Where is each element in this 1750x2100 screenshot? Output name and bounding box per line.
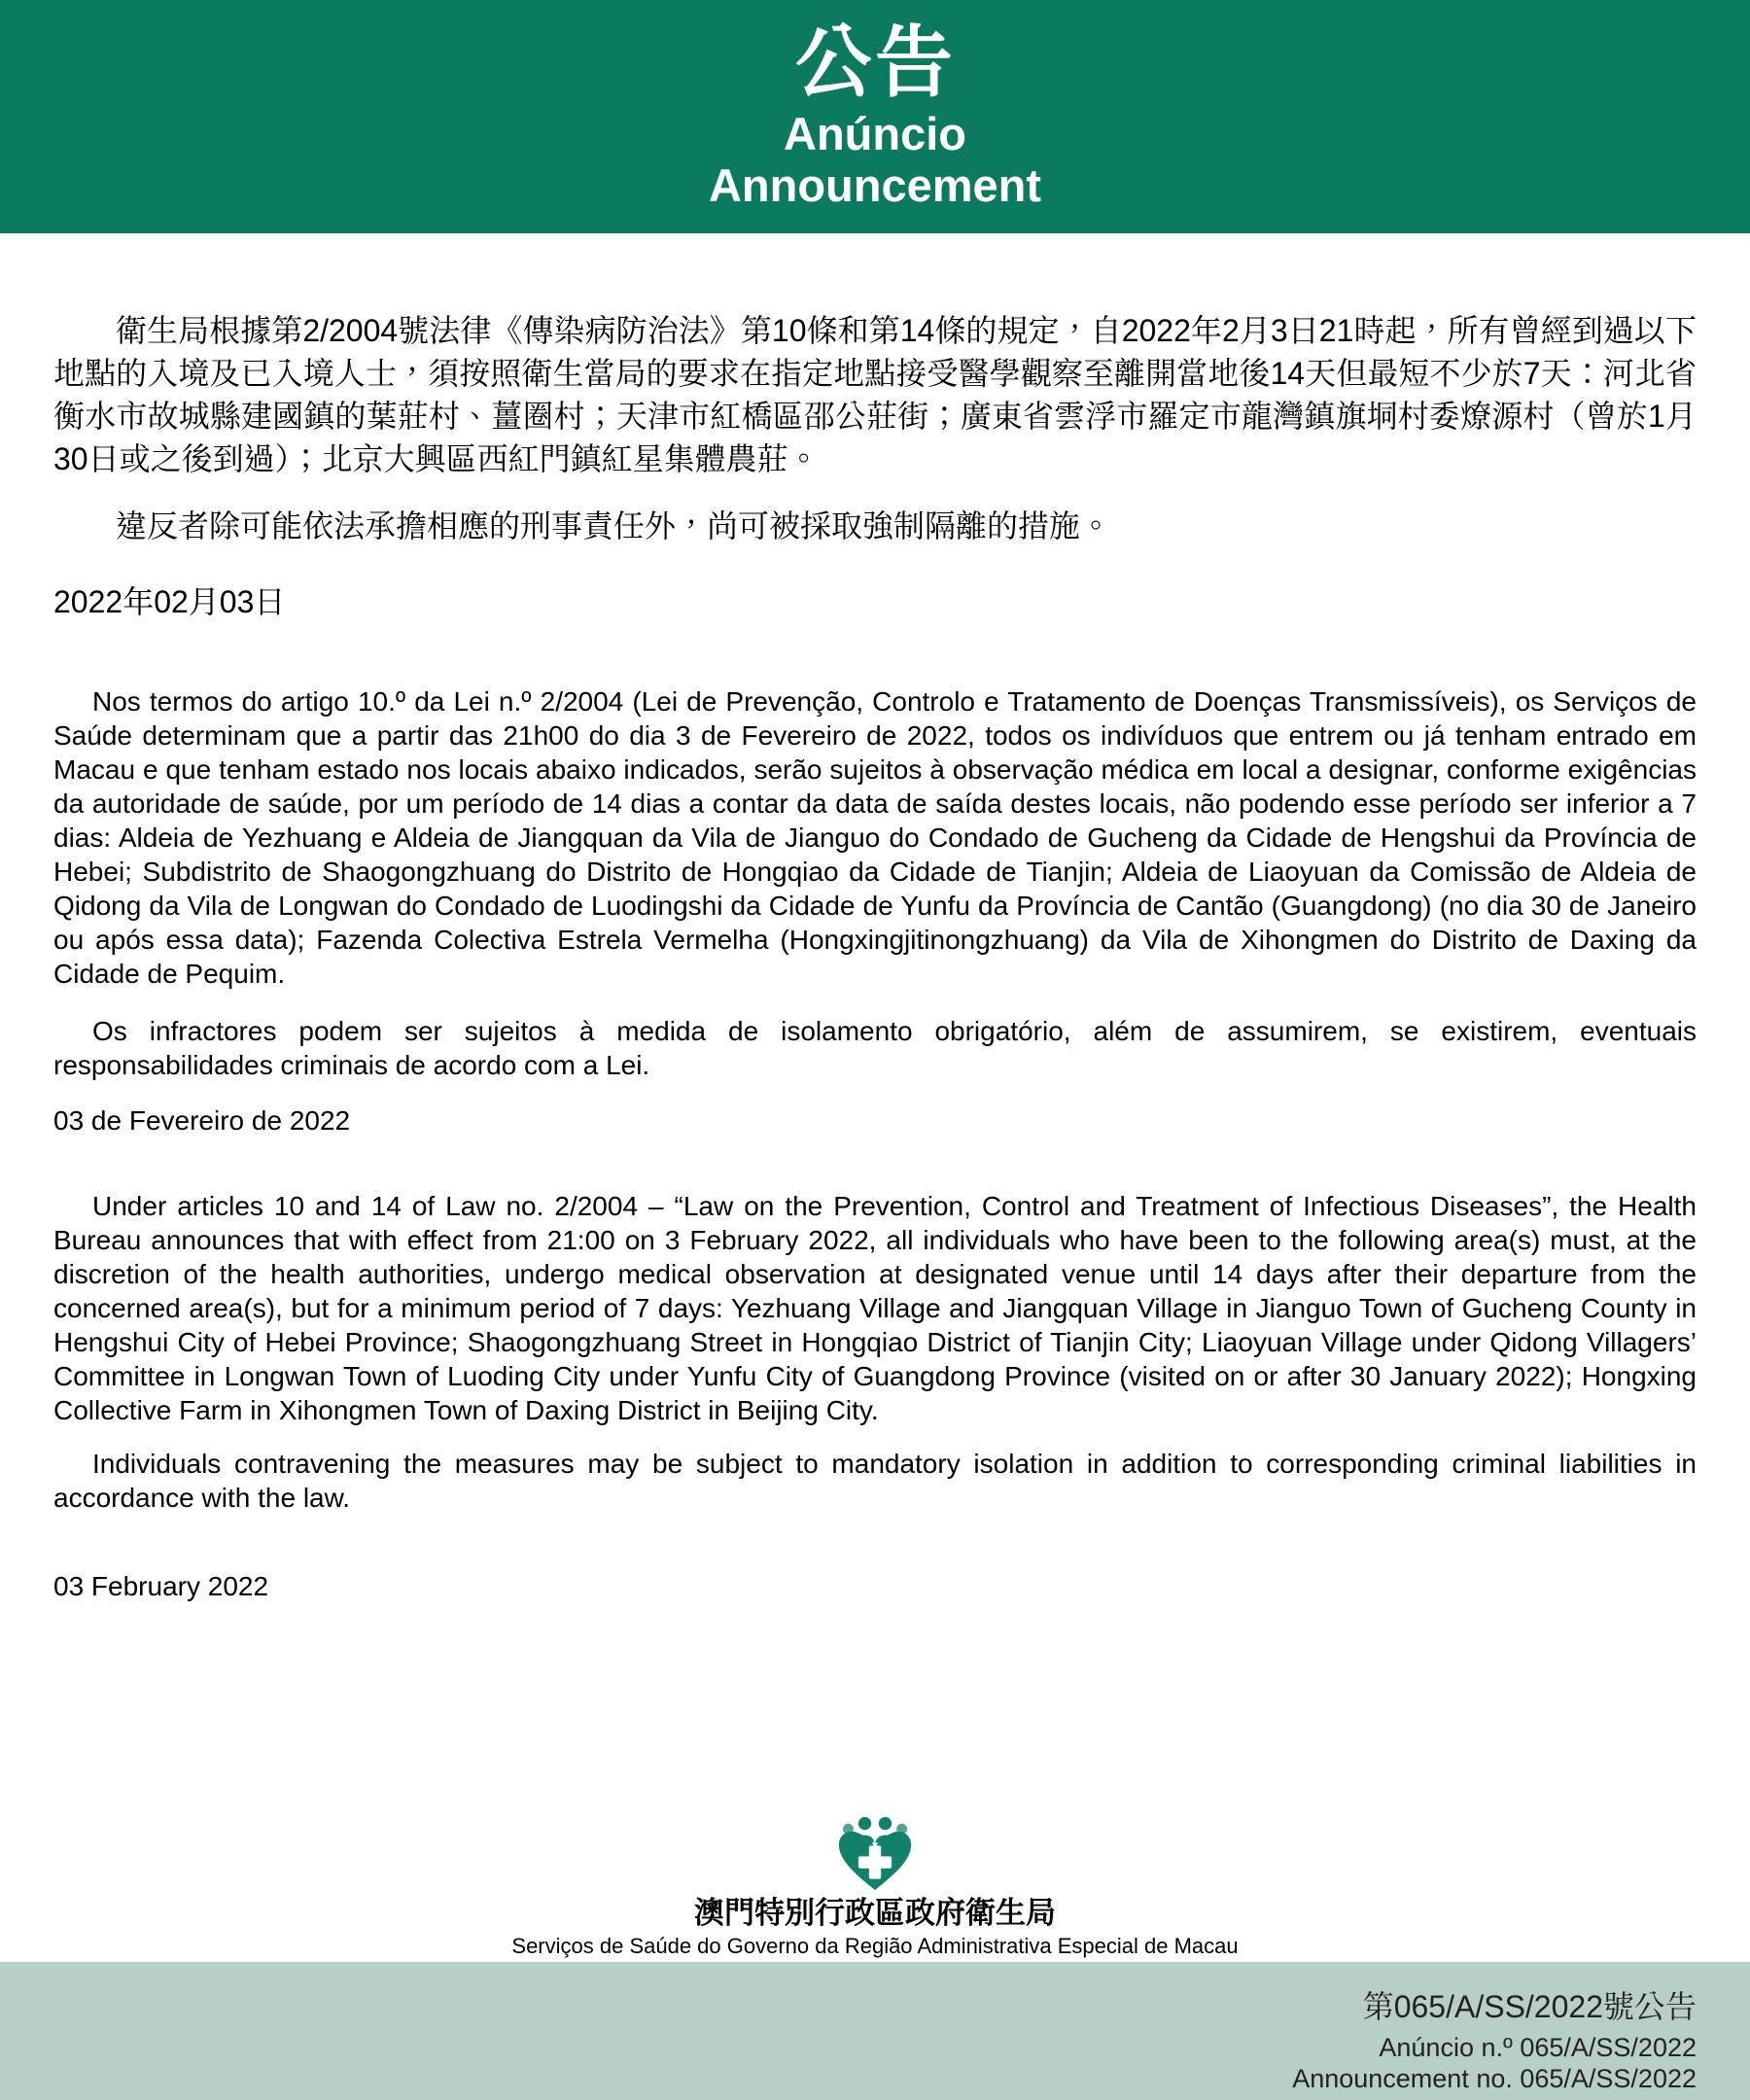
portuguese-paragraph-measures: Nos termos do artigo 10.º da Lei n.º 2/2004 (Lei de Prevenção, Controlo e Tratamento de Doenças Transmissíveis), os Serviços de Saúde determinam que a partir das 21h00 do dia 3 de Fevereiro de 2022, todos os indivíduos que entrem ou já tenham entrado em Macau e que tenham estado nos locais abaixo indicados, serão sujeitos à observação médica em local a designar, conforme exigências da autoridade de saúde, por um período de 14 dias a contar da data de saída destes locais, não podendo esse período ser inferior a 7 dias: Aldeia de Yezhuang e Aldeia de Jiangquan da Vila de Jianguo do Condado de Gucheng da Cidade de Hengshui da Província de Hebei; Subdistrito de Shaogongzhuang do Distrito de Hongqiao da Cidade de Tianjin; Aldeia de Liaoyuan da Comissão de Aldeia de Qidong da Vila de Longwan do Condado de Luodingshi da Cidade de Yunfu da Província de Cantão (Guangdong) (no dia 30 de Janeiro ou após essa data); Fazenda Colectiva Estrela Vermelha (Hongxingjitinongzhuang) da Vila de Xihongmen do Distrito de Daxing da Cidade de Pequim.: [53, 685, 1697, 989]
english-date: 03 February 2022: [53, 1570, 269, 1601]
portuguese-date: 03 de Fevereiro de 2022: [53, 1104, 351, 1136]
chinese-paragraph-measures: 衛生局根據第2/2004號法律《傳染病防治法》第10條和第14條的規定，自2022年2月3日21時起，所有曾經到過以下地點的入境及已入境人士，須按照衛生當局的要求在指定地點接受醫學觀察至離開當地後14天但最短不少於7天：河北省衡水市故城縣建國鎮的葉莊村、薑圈村；天津市紅橋區邵公莊街；廣東省雲浮市羅定市龍灣鎮旗垌村委燎源村（曾於1月30日或之後到過）；北京大興區西紅門鎮紅星集體農莊。: [53, 313, 1697, 477]
page-title-chinese: 公告: [795, 19, 955, 107]
announcement-number-portuguese: Anúncio n.º 065/A/SS/2022: [1379, 2033, 1697, 2062]
english-paragraph-measures: Under articles 10 and 14 of Law no. 2/2004 – “Law on the Prevention, Control and Treatment of Infectious Diseases”, the Health Bureau announces that with effect from 21:00 on 3 February 2022, all individuals who have been to the following area(s) must, at the discretion of the health authorities, undergo medical observation at designated venue until 14 days after their departure from the concerned area(s), but for a minimum period of 7 days: Yezhuang Village and Jiangquan Village in Jianguo Town of Gucheng County in Hengshui City of Hebei Province; Shaogongzhuang Street in Hongqiao District of Tianjin City; Liaoyuan Village under Qidong Villagers’ Committee in Longwan Town of Luoding City under Yunfu City of Guangdong Province (visited on or after 30 January 2022); Hongxing Collective Farm in Xihongmen Town of Daxing District in Beijing City.: [53, 1190, 1697, 1425]
chinese-date: 2022年02月03日: [53, 583, 286, 619]
portuguese-paragraph-penalty: Os infractores podem ser sujeitos à medida de isolamento obrigatório, além de assumirem, se existirem, eventuais responsabilidades criminais de acordo com a Lei.: [53, 1015, 1697, 1080]
footer-band: [0, 1962, 1750, 2100]
header-banner: [0, 0, 1750, 233]
issuer-name-chinese: 澳門特別行政區政府衛生局: [694, 1895, 1056, 1930]
announcement-number-chinese: 第065/A/SS/2022號公告: [1362, 1989, 1697, 2024]
chinese-paragraph-penalty: 違反者除可能依法承擔相應的刑事責任外，尚可被採取強制隔離的措施。: [116, 508, 1112, 543]
english-paragraph-penalty: Individuals contravening the measures may be subject to mandatory isolation in addition to corresponding criminal liabilities in accordance with the law.: [53, 1448, 1697, 1513]
issuer-name-portuguese: Serviços de Saúde do Governo da Região Administrativa Especial de Macau: [511, 1933, 1239, 1958]
issuer-block: [0, 1815, 1750, 1959]
page-title-english: Announcement: [708, 159, 1042, 212]
health-bureau-heart-cross-logo-icon: [828, 1815, 922, 1891]
document-body: [0, 233, 1750, 1603]
page-title-portuguese: Anúncio: [784, 108, 966, 160]
announcement-number-english: Announcement no. 065/A/SS/2022: [1292, 2064, 1697, 2094]
